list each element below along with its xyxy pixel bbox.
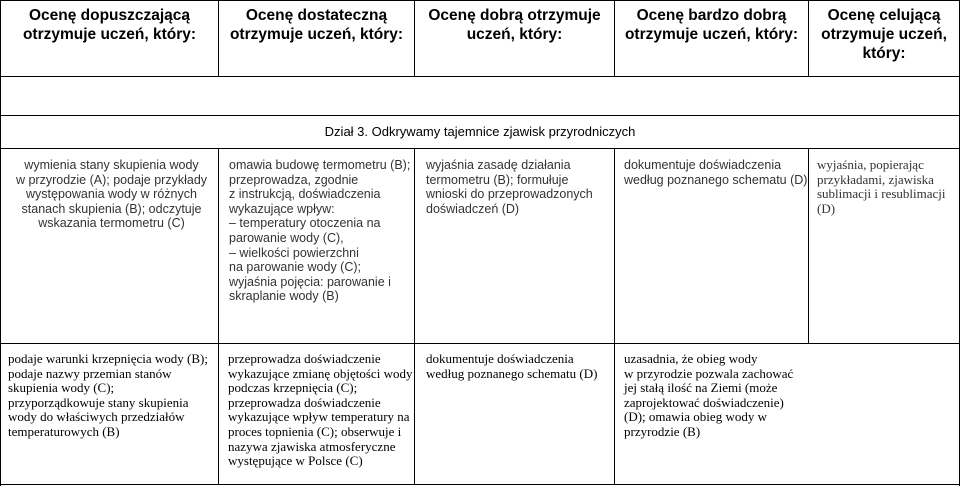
cell-line: uzasadnia, że obieg wody bbox=[624, 351, 758, 366]
v-r1-4 bbox=[808, 148, 809, 344]
row2-cell-grade-4 bbox=[426, 352, 611, 381]
v-r1-3 bbox=[614, 148, 615, 344]
row1-cell-grade-6 bbox=[817, 158, 957, 216]
v-r1-2 bbox=[414, 148, 415, 344]
border-header-bottom bbox=[0, 76, 960, 77]
cell-line: przykładami, zjawiska bbox=[817, 171, 934, 187]
cell-line: wskazania termometru (C) bbox=[38, 216, 185, 231]
cell-line: temperaturowych (B) bbox=[8, 423, 120, 439]
cell-line: według poznanego schematu (D) bbox=[624, 172, 808, 187]
header-line: otrzymuje uczeń, który: bbox=[624, 26, 799, 43]
row1-cell-grade-5 bbox=[624, 158, 806, 187]
cell-line: – temperatury otoczenia na bbox=[229, 216, 381, 231]
border-top bbox=[0, 0, 960, 1]
header-line: Ocenę dopuszczającą bbox=[28, 7, 191, 24]
v-left bbox=[0, 0, 1, 486]
header-line: Ocenę celującą bbox=[827, 7, 941, 24]
cell-line: według poznanego schematu (D) bbox=[426, 365, 598, 381]
cell-line: wyjaśnia pojęcia: parowanie i bbox=[229, 274, 391, 289]
row2-cell-grade-3 bbox=[228, 352, 412, 469]
cell-line: (D) bbox=[817, 200, 836, 216]
row1-cell-grade-3 bbox=[229, 158, 411, 304]
border-section-bottom bbox=[0, 148, 960, 149]
cell-line: wyjaśnia, popierając bbox=[817, 157, 924, 172]
cell-line: dokumentuje doświadczenia bbox=[624, 158, 782, 172]
cell-line: wykazujące zmianę objętości wody bbox=[228, 365, 413, 381]
cell-line: na parowanie wody (C); bbox=[229, 260, 362, 275]
cell-line: jej stałą ilość na Ziemi (może bbox=[624, 380, 778, 396]
cell-line: wykazujące wpływ temperatury na bbox=[228, 409, 410, 425]
header-line: uczeń, który: bbox=[466, 26, 563, 43]
cell-line: doświadczeń (D) bbox=[426, 201, 520, 216]
header-grade-2 bbox=[1, 6, 218, 44]
header-grade-6 bbox=[809, 6, 959, 63]
cell-line: wymienia stany skupienia wody bbox=[24, 158, 199, 172]
row2-cell-grade-2 bbox=[8, 352, 216, 440]
cell-line: – wielkości powierzchni bbox=[229, 245, 359, 260]
cell-line: dokumentuje doświadczenia bbox=[426, 351, 574, 366]
cell-line: skraplanie wody (B) bbox=[229, 289, 339, 304]
header-line: który: bbox=[862, 45, 906, 62]
header-grade-4 bbox=[415, 6, 614, 44]
v-r2-1 bbox=[218, 343, 219, 485]
cell-line: omawia budowę termometru (B); bbox=[229, 158, 411, 172]
cell-line: sublimacji i resublimacji bbox=[817, 186, 946, 202]
cell-line: zaprojektować doświadczenie) bbox=[624, 394, 784, 410]
header-line: otrzymuje uczeń, który: bbox=[22, 26, 197, 43]
cell-line: podaje nazwy przemian stanów bbox=[8, 365, 172, 381]
cell-line: przeprowadza doświadczenie bbox=[228, 351, 381, 366]
header-line: Ocenę dobrą otrzymuje bbox=[428, 7, 601, 24]
header-line: Ocenę bardzo dobrą bbox=[636, 7, 787, 24]
cell-line: skupienia wody (C); bbox=[8, 380, 115, 396]
cell-line: przeprowadza, zgodnie bbox=[229, 172, 359, 187]
cell-line: wyjaśnia zasadę działania bbox=[426, 158, 571, 172]
cell-line: podaje warunki krzepnięcia wody (B); bbox=[8, 351, 208, 366]
cell-line: wykazujące wpływ: bbox=[229, 201, 335, 216]
cell-line: z instrukcją, doświadczenia bbox=[229, 187, 381, 202]
section-title: Dział 3. Odkrywamy tajemnice zjawisk przyrodniczych bbox=[324, 124, 636, 139]
v-r2-3 bbox=[614, 343, 615, 485]
v-r2-2 bbox=[414, 343, 415, 485]
cell-line: (D); omawia obieg wody w bbox=[624, 409, 767, 425]
border-bottom bbox=[0, 484, 960, 485]
row1-cell-grade-4 bbox=[426, 158, 611, 216]
border-section-top bbox=[0, 115, 960, 116]
cell-line: wnioski do przeprowadzonych bbox=[426, 187, 593, 202]
border-row1-bottom bbox=[0, 343, 960, 344]
cell-line: parowanie wody (C), bbox=[229, 230, 344, 245]
cell-line: nazywa zjawiska atmosferyczne bbox=[228, 438, 396, 454]
header-line: Ocenę dostateczną bbox=[245, 7, 388, 24]
cell-line: w przyrodzie (A); podaje przykłady bbox=[15, 172, 208, 187]
cell-line: przeprowadza doświadczenie bbox=[228, 394, 381, 410]
header-grade-3 bbox=[219, 6, 414, 44]
cell-line: przyrodzie (B) bbox=[624, 423, 701, 439]
cell-line: wody do właściwych przedziałów bbox=[8, 409, 185, 425]
cell-line: przyporządkowuje stany skupienia bbox=[8, 394, 189, 410]
cell-line: proces topnienia (C); obserwuje i bbox=[228, 423, 402, 439]
cell-line: podczas krzepnięcia (C); bbox=[228, 380, 358, 396]
cell-line: występujące w Polsce (C) bbox=[228, 453, 363, 469]
v-r1-1 bbox=[218, 148, 219, 344]
header-line: otrzymuje uczeń, który: bbox=[229, 26, 404, 43]
cell-line: stanach skupienia (B); odczytuje bbox=[21, 201, 202, 216]
cell-line: w przyrodzie pozwala zachować bbox=[624, 365, 794, 381]
cell-line: występowania wody w różnych bbox=[26, 187, 197, 202]
cell-line: termometru (B); formułuje bbox=[426, 172, 569, 187]
row1-cell-grade-2 bbox=[9, 158, 214, 231]
header-grade-5 bbox=[615, 6, 808, 44]
row2-cell-grade-5 bbox=[624, 352, 806, 440]
header-line: otrzymuje uczeń, bbox=[821, 26, 947, 43]
